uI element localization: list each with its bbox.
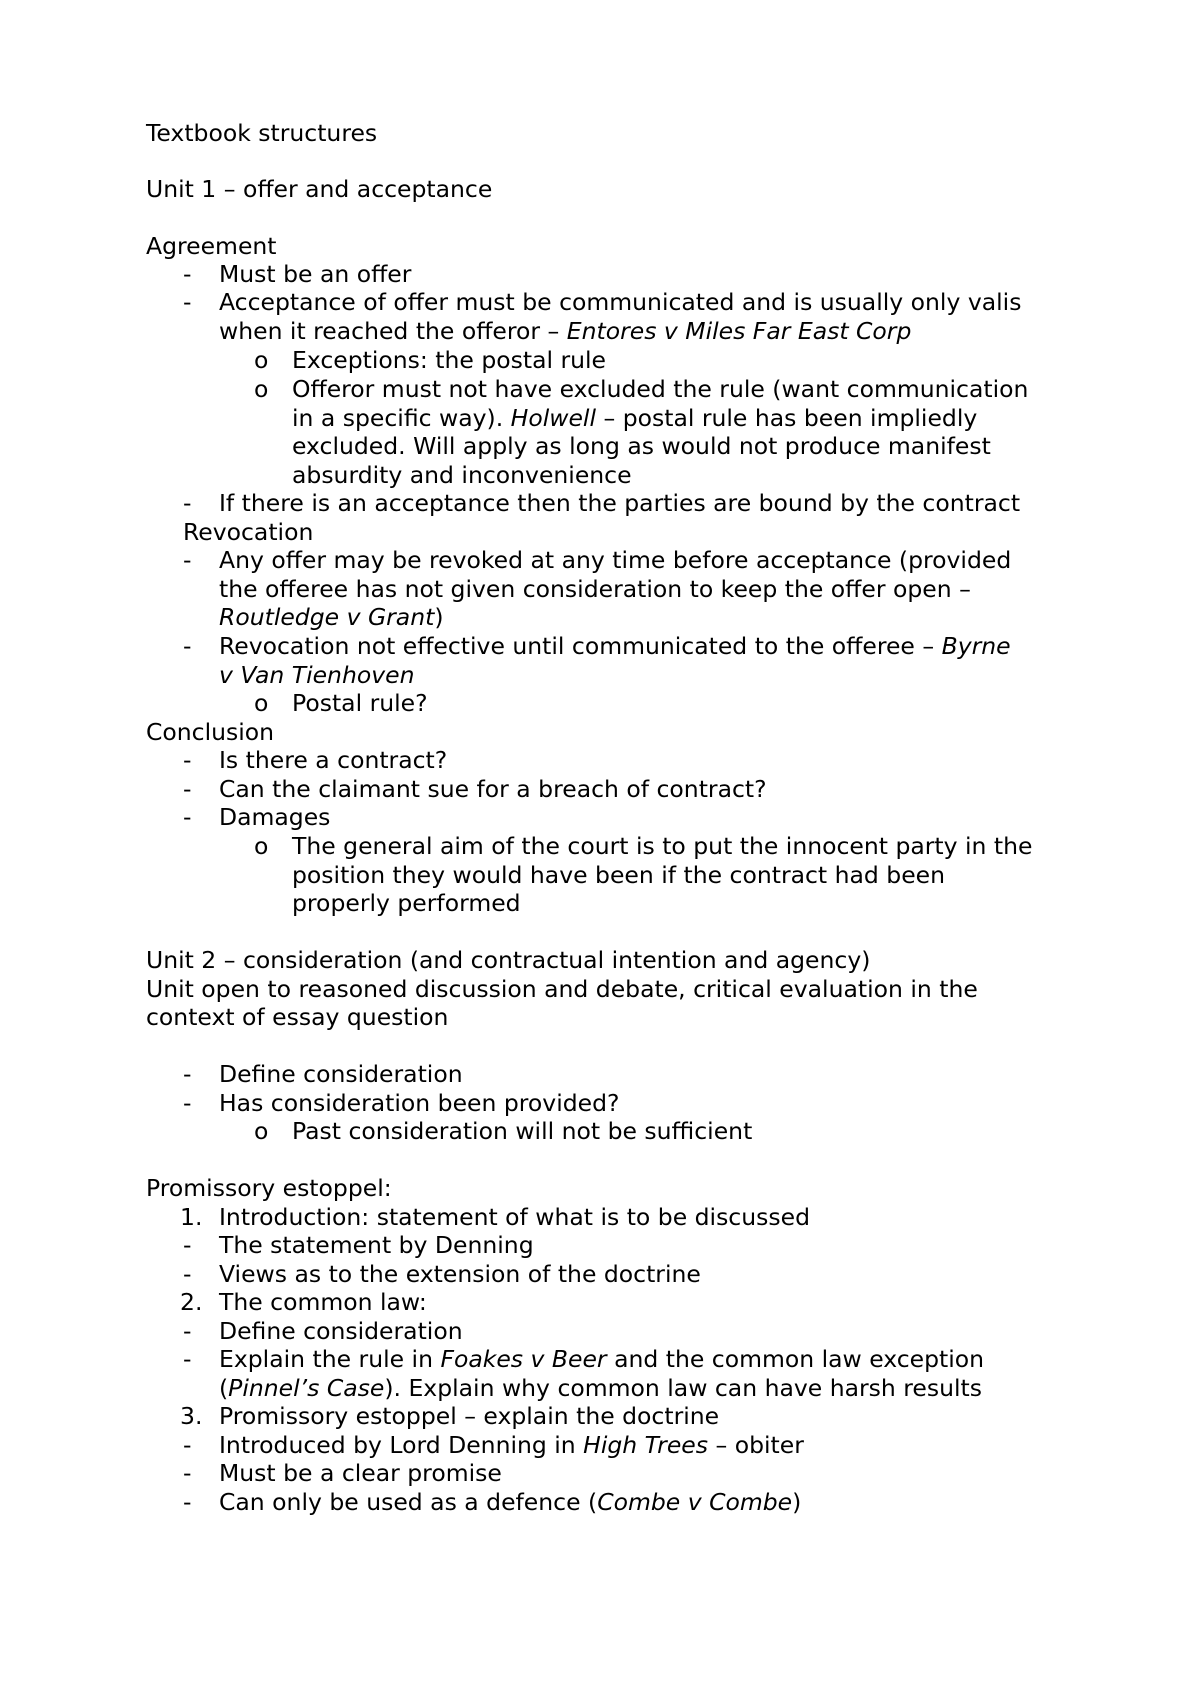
dash-bullet-marker: -	[183, 632, 192, 660]
text-line	[219, 1345, 984, 1374]
text-line	[219, 1089, 620, 1118]
text-run: and the common law exception	[606, 1345, 985, 1373]
text-line	[219, 1260, 701, 1289]
text-line	[219, 603, 444, 632]
text-run: position they would have been if the contract had been	[292, 861, 946, 889]
text-run: Textbook structures	[146, 119, 378, 147]
text-line	[292, 1117, 752, 1146]
text-run: Has consideration been provided?	[219, 1089, 620, 1117]
text-line	[219, 1203, 810, 1232]
text-run: Damages	[219, 803, 331, 831]
list-number: 3.	[180, 1402, 203, 1430]
text-run: Any offer may be revoked at any time before acceptance (provided	[219, 546, 1012, 574]
text-run: )	[434, 603, 444, 631]
text-line	[219, 632, 1011, 661]
text-line	[292, 432, 991, 461]
case-name: Entores v Miles Far East Corp	[566, 317, 912, 345]
text-run: )	[792, 1488, 802, 1516]
text-line	[292, 375, 1028, 404]
text-run: Define consideration	[219, 1060, 463, 1088]
text-run: Must be an offer	[219, 260, 412, 288]
text-line	[219, 489, 1020, 518]
text-line	[146, 1174, 392, 1203]
text-run: Promissory estoppel – explain the doctrine	[219, 1402, 720, 1430]
text-line	[292, 346, 606, 375]
text-run: If there is an acceptance then the parties are bound by the contract	[219, 489, 1021, 517]
text-run: Revocation	[183, 518, 314, 546]
case-name: Holwell	[510, 404, 596, 432]
sub-bullet-marker: o	[254, 1117, 269, 1145]
text-run: Unit open to reasoned discussion and debate, critical evaluation in the	[146, 975, 978, 1003]
dash-bullet-marker: -	[183, 746, 192, 774]
case-name: Combe v Combe	[597, 1488, 793, 1516]
dash-bullet-marker: -	[183, 803, 192, 831]
text-run: – obiter	[708, 1431, 804, 1459]
text-run: Revocation not effective until communicated to the offeree –	[219, 632, 942, 660]
text-line	[219, 746, 447, 775]
text-line	[292, 889, 521, 918]
text-run: Must be a clear promise	[219, 1459, 502, 1487]
text-line	[146, 946, 870, 975]
text-run: the offeree has not given consideration to keep the offer open –	[219, 575, 971, 603]
text-line	[146, 1003, 448, 1032]
text-run: Acceptance of offer must be communicated and is usually only valis	[219, 288, 1022, 316]
text-line	[219, 661, 414, 690]
sub-bullet-marker: o	[254, 375, 269, 403]
dash-bullet-marker: -	[183, 1260, 192, 1288]
text-run: context of essay question	[146, 1003, 449, 1031]
case-name: High Trees	[583, 1431, 709, 1459]
dash-bullet-marker: -	[183, 1459, 192, 1487]
case-name: Routledge v Grant	[219, 603, 435, 631]
case-name: Byrne	[941, 632, 1011, 660]
text-line	[219, 1374, 982, 1403]
text-run: when it reached the offeror –	[219, 317, 567, 345]
text-run: Explain the rule in	[219, 1345, 441, 1373]
text-line	[292, 404, 977, 433]
text-run: Can only be used as a defence (	[219, 1488, 598, 1516]
text-line	[219, 1060, 463, 1089]
text-line	[292, 461, 632, 490]
dash-bullet-marker: -	[183, 1488, 192, 1516]
dash-bullet-marker: -	[183, 775, 192, 803]
text-line	[183, 518, 313, 547]
text-line	[219, 1402, 719, 1431]
text-run: Agreement	[146, 232, 277, 260]
case-name: Foakes v Beer	[440, 1345, 607, 1373]
sub-bullet-marker: o	[254, 689, 269, 717]
text-run: Past consideration will not be sufficient	[292, 1117, 753, 1145]
dash-bullet-marker: -	[183, 1060, 192, 1088]
text-line	[219, 317, 911, 346]
list-number: 1.	[180, 1203, 203, 1231]
text-run: absurdity and inconvenience	[292, 461, 632, 489]
dash-bullet-marker: -	[183, 546, 192, 574]
text-line	[219, 1459, 502, 1488]
text-run: The common law:	[219, 1288, 427, 1316]
text-run: Define consideration	[219, 1317, 463, 1345]
dash-bullet-marker: -	[183, 1431, 192, 1459]
text-line	[146, 232, 277, 261]
dash-bullet-marker: -	[183, 489, 192, 517]
text-line	[219, 1288, 427, 1317]
text-run: Promissory estoppel:	[146, 1174, 392, 1202]
dash-bullet-marker: -	[183, 1231, 192, 1259]
sub-bullet-marker: o	[254, 832, 269, 860]
text-run: Views as to the extension of the doctrine	[219, 1260, 701, 1288]
sub-bullet-marker: o	[254, 346, 269, 374]
text-run: Unit 2 – consideration (and contractual intention and agency)	[146, 946, 871, 974]
text-line	[146, 175, 492, 204]
dash-bullet-marker: -	[183, 260, 192, 288]
text-line	[219, 546, 1011, 575]
list-number: 2.	[180, 1288, 203, 1316]
text-run: Exceptions: the postal rule	[292, 346, 607, 374]
case-name: Pinnel’s Case	[228, 1374, 385, 1402]
text-line	[219, 1317, 463, 1346]
text-line	[146, 975, 978, 1004]
text-line	[219, 803, 330, 832]
text-run: Unit 1 – offer and acceptance	[146, 175, 493, 203]
text-line	[219, 260, 411, 289]
text-run: The statement by Denning	[219, 1231, 534, 1259]
text-line	[292, 861, 945, 890]
text-line	[219, 288, 1021, 317]
text-line	[219, 1488, 801, 1517]
text-run: The general aim of the court is to put the innocent party in the	[292, 832, 1033, 860]
text-run: Is there a contract?	[219, 746, 448, 774]
text-run: Conclusion	[146, 718, 275, 746]
text-run: ). Explain why common law can have harsh results	[384, 1374, 982, 1402]
dash-bullet-marker: -	[183, 1345, 192, 1373]
text-line	[146, 119, 377, 148]
text-line	[146, 718, 274, 747]
text-line	[292, 832, 1032, 861]
text-run: in a specific way).	[292, 404, 511, 432]
text-line	[219, 575, 971, 604]
dash-bullet-marker: -	[183, 1089, 192, 1117]
text-run: Offeror must not have excluded the rule (want communication	[292, 375, 1029, 403]
dash-bullet-marker: -	[183, 1317, 192, 1345]
dash-bullet-marker: -	[183, 288, 192, 316]
text-run: – postal rule has been impliedly	[596, 404, 978, 432]
text-run: properly performed	[292, 889, 521, 917]
case-name: v Van Tienhoven	[219, 661, 415, 689]
text-line	[292, 689, 428, 718]
text-run: Can the claimant sue for a breach of contract?	[219, 775, 767, 803]
text-line	[219, 1431, 804, 1460]
text-line	[219, 775, 767, 804]
text-run: Introduced by Lord Denning in	[219, 1431, 584, 1459]
text-run: Postal rule?	[292, 689, 428, 717]
text-run: (	[219, 1374, 229, 1402]
text-run: excluded. Will apply as long as would not produce manifest	[292, 432, 991, 460]
text-line	[219, 1231, 534, 1260]
text-run: Introduction: statement of what is to be discussed	[219, 1203, 810, 1231]
